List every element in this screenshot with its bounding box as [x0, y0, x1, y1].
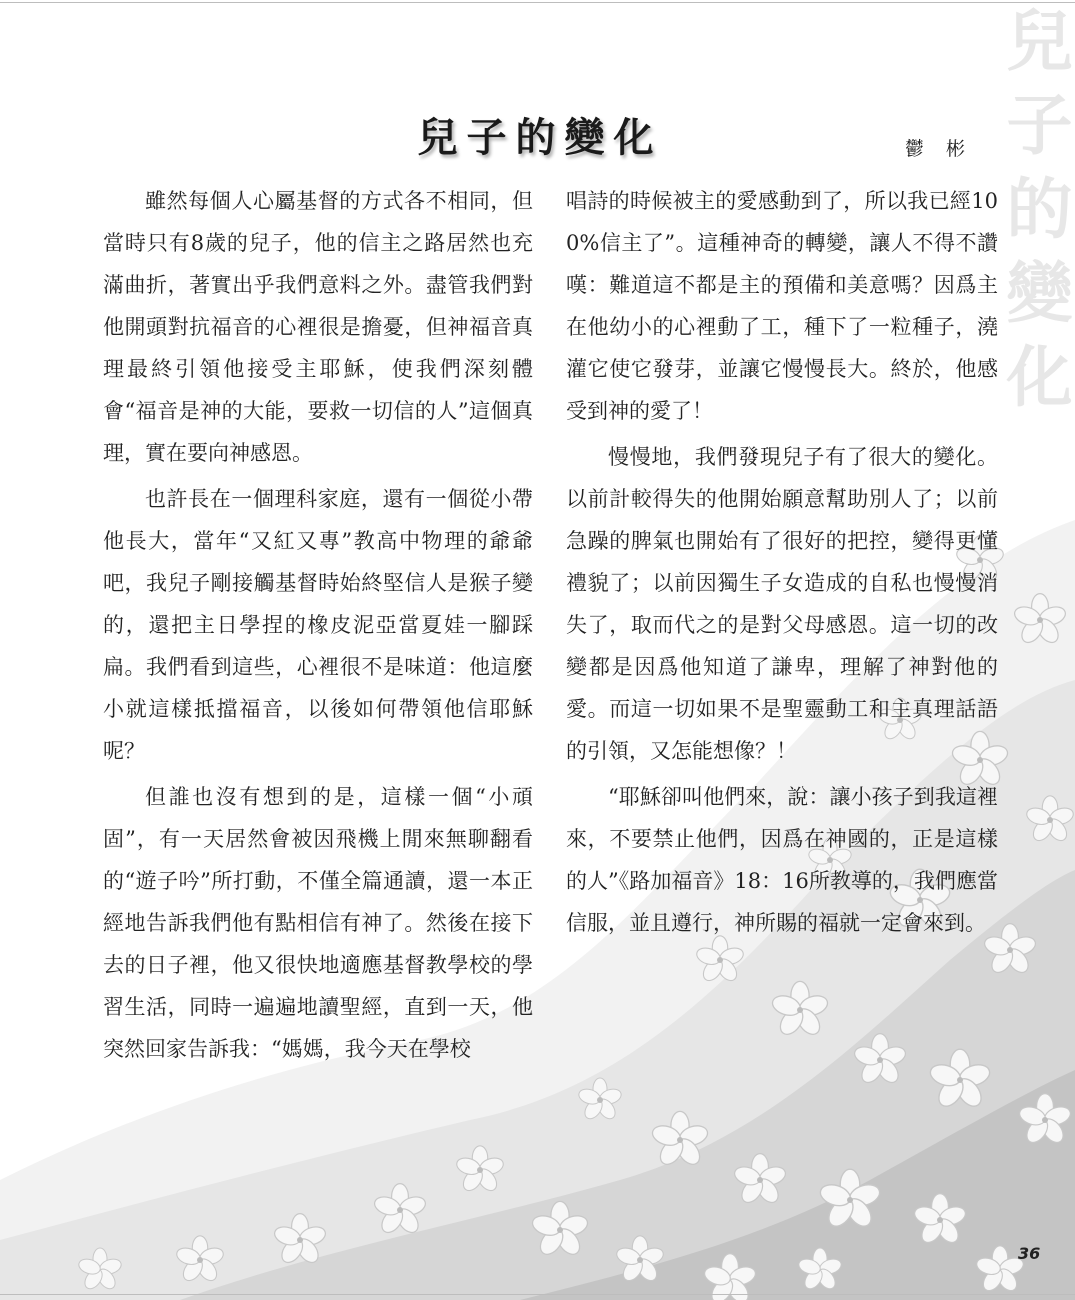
left-paragraph-2: 也許長在一個理科家庭，還有一個從小帶他長大，當年“又紅又專”教高中物理的爺爺吧，我兒子剛接觸基督時始終堅信人是猴子變的，還把主日學捏的橡皮泥亞當夏娃一腳踩扁。我們看到這些，心裡很不是味道：他這麼小就這樣抵擋福音，以後如何帶領他信耶穌呢？ [103, 487, 533, 763]
article-title: 兒子的變化 [417, 115, 663, 161]
right-paragraph-3: “耶穌卻叫他們來，說：讓小孩子到我這裡來，不要禁止他們，因爲在神國的，正是這樣的人”《路加福音》18：16所教導的，我們應當信服，並且遵行，神所賜的福就一定會來到。 [566, 785, 998, 935]
vertical-watermark-title: 兒子的變化 [1006, 3, 1073, 416]
left-column [103, 180, 533, 1074]
page-number: 36 [1018, 1244, 1041, 1263]
right-column [566, 180, 998, 948]
right-paragraph-1: 唱詩的時候被主的愛感動到了，所以我已經100%信主了”。這種神奇的轉變，讓人不得不讚嘆：難道這不都是主的預備和美意嗎？因爲主在他幼小的心裡動了工，種下了一粒種子，澆灌它使它發芽，並讓它慢慢長大。終於，他感受到神的愛了！ [566, 189, 998, 423]
right-paragraph-2: 慢慢地，我們發現兒子有了很大的變化。以前計較得失的他開始願意幫助別人了；以前急躁的脾氣也開始有了很好的把控，變得更懂禮貌了；以前因獨生子女造成的自私也慢慢消失了，取而代之的是對父母感恩。這一切的改變都是因爲他知道了謙卑，理解了神對他的愛。而這一切如果不是聖靈動工和主真理話語的引領，又怎能想像？！ [566, 445, 998, 763]
left-paragraph-3: 但誰也沒有想到的是，這樣一個“小頑固”，有一天居然會被因飛機上閒來無聊翻看的“遊子吟”所打動，不僅全篇通讀，還一本正經地告訴我們他有點相信有神了。然後在接下去的日子裡，他又很快地適應基督教學校的學習生活，同時一遍遍地讀聖經，直到一天，他突然回家告訴我：“媽媽，我今天在學校 [103, 785, 533, 1061]
article-author: 鬱 彬 [905, 138, 974, 160]
left-paragraph-1: 雖然每個人心屬基督的方式各不相同，但當時只有8歲的兒子，他的信主之路居然也充滿曲折，著實出乎我們意料之外。盡管我們對他開頭對抗福音的心裡很是擔憂，但神福音真理最終引領他接受主耶穌，使我們深刻體會“福音是神的大能，要救一切信的人”這個真理，實在要向神感恩。 [103, 189, 533, 465]
bottom-border-line [0, 1294, 1075, 1295]
